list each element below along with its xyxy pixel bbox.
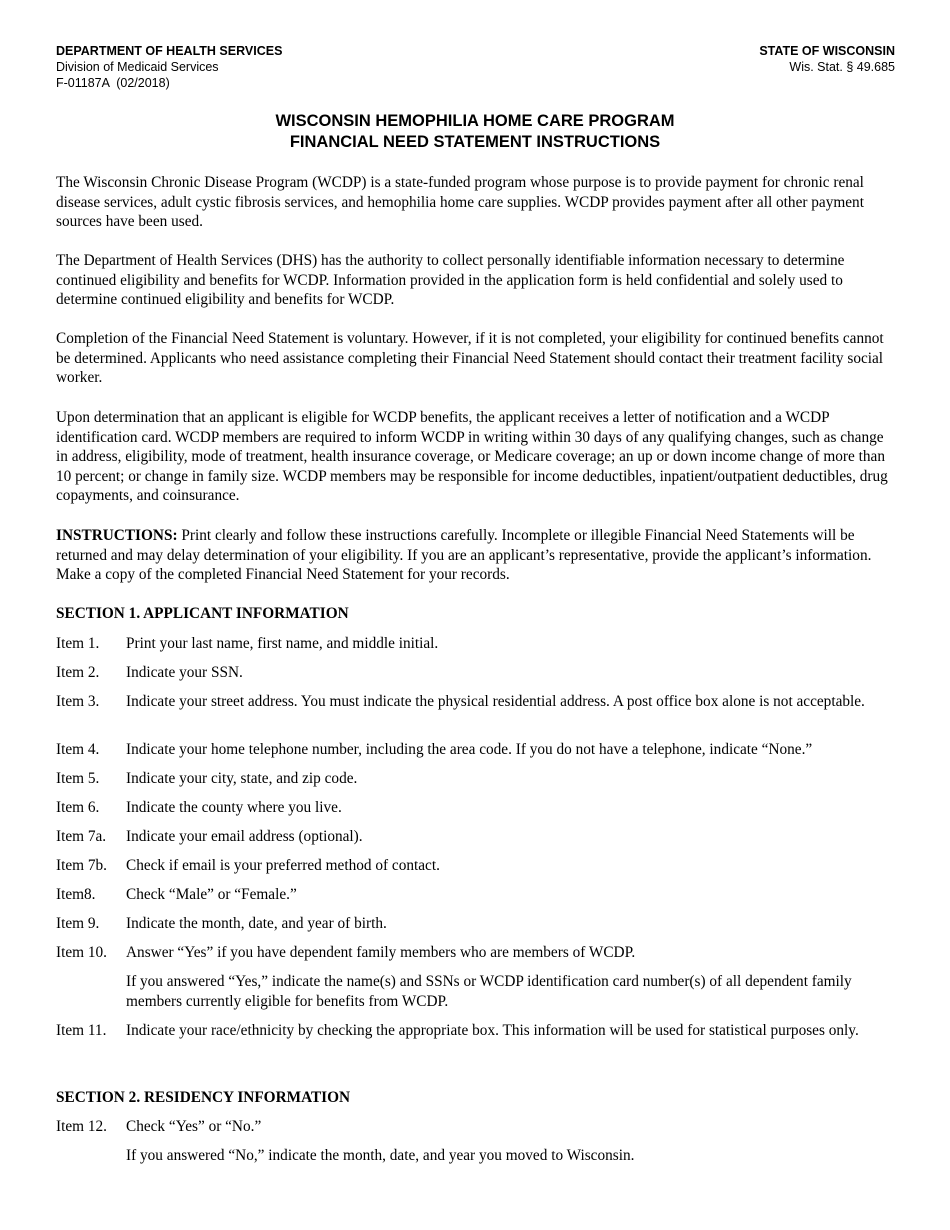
form-number: F-01187A (02/2018) <box>56 76 170 90</box>
item-subtext: If you answered “No,” indicate the month, date, and year you moved to Wisconsin. <box>126 1147 635 1164</box>
list-item <box>56 634 898 654</box>
item-text: Check “Male” or “Female.” <box>126 886 297 903</box>
item-text: Indicate your city, state, and zip code. <box>126 770 358 787</box>
item-text: Check if email is your preferred method of contact. <box>126 857 440 874</box>
list-item <box>56 769 898 789</box>
list-item <box>56 885 898 905</box>
paragraph-text: The Department of Health Services (DHS) has the authority to collect personally identifiable information necessary to determine continued eligibility and benefits for WCDP. Information provided in the application form is held confidential and solely used to determine continued eligibility and benefits for WCDP. <box>56 252 845 308</box>
item-text: Indicate the month, date, and year of birth. <box>126 915 387 932</box>
department-name: DEPARTMENT OF HEALTH SERVICES <box>56 44 283 58</box>
list-item <box>56 692 898 712</box>
item-text: Indicate your email address (optional). <box>126 828 363 845</box>
item-text: Indicate your home telephone number, including the area code. If you do not have a telephone, indicate “None.” <box>126 741 813 758</box>
instructions-body: Print clearly and follow these instructions carefully. Incomplete or illegible Financial Need Statements will be returned and may delay determination of your eligibility. If you are an applicant’s representative, provide the applicant’s information. Make a copy of the completed Financial Need Statement for your records. <box>56 527 872 583</box>
title-line-2: FINANCIAL NEED STATEMENT INSTRUCTIONS <box>289 133 661 151</box>
item-number: Item 10. <box>56 944 107 961</box>
section-2-heading: SECTION 2. RESIDENCY INFORMATION <box>56 1089 351 1106</box>
instructions-text <box>56 526 898 585</box>
list-item <box>56 856 898 876</box>
item-number: Item 5. <box>56 770 100 787</box>
document-title <box>0 111 950 153</box>
item-number: Item 7a. <box>56 828 107 845</box>
item-number: Item 9. <box>56 915 100 932</box>
item-text: Answer “Yes” if you have dependent family members who are members of WCDP. <box>126 944 636 961</box>
item-subtext: If you answered “Yes,” indicate the name(s) and SSNs or WCDP identification card number(s) of all dependent family members currently eligible for benefits from WCDP. <box>126 973 852 1010</box>
paragraph-program-purpose <box>56 173 898 232</box>
list-item <box>56 1021 898 1041</box>
list-item <box>56 740 898 760</box>
header-left <box>56 43 282 91</box>
item-number: Item 2. <box>56 664 100 681</box>
item-number: Item 11. <box>56 1022 107 1039</box>
list-item <box>56 914 898 934</box>
paragraph-dhs-authority <box>56 251 898 310</box>
list-item <box>56 798 898 818</box>
header-right <box>759 43 895 75</box>
paragraph-eligibility <box>56 408 898 506</box>
paragraph-text: Completion of the Financial Need Statement is voluntary. However, if it is not completed, your eligibility for continued benefits cannot be determined. Applicants who need assistance completing their Financial Need Statement should contact their treatment facility social worker. <box>56 330 884 386</box>
statute-reference: Wis. Stat. § 49.685 <box>789 60 895 74</box>
item-text: Print your last name, first name, and middle initial. <box>126 635 439 652</box>
instructions-label: INSTRUCTIONS: <box>56 527 178 544</box>
paragraph-instructions <box>56 526 898 585</box>
list-item <box>56 663 898 683</box>
item-text: Indicate your race/ethnicity by checking the appropriate box. This information will be used for statistical purposes only. <box>126 1022 859 1039</box>
paragraph-voluntary <box>56 329 898 388</box>
paragraph-text: Upon determination that an applicant is eligible for WCDP benefits, the applicant receives a letter of notification and a WCDP identification card. WCDP members are required to inform WCDP in writing within 30 days of any qualifying changes, such as change in address, eligibility, mode of treatment, health insurance coverage, or Medicare coverage; an up or down income change of more than 10 percent; or change in family size. WCDP members may be responsible for income deductibles, inpatient/outpatient deductibles, drug copayments, and coinsurance. <box>56 409 888 504</box>
item-number: Item 12. <box>56 1118 107 1135</box>
state-name: STATE OF WISCONSIN <box>759 44 895 58</box>
item-text: Check “Yes” or “No.” <box>126 1118 262 1135</box>
item-number: Item 6. <box>56 799 100 816</box>
section-1-heading: SECTION 1. APPLICANT INFORMATION <box>56 605 349 622</box>
item-text: Indicate your street address. You must indicate the physical residential address. A post office box alone is not acceptable. <box>126 693 865 710</box>
item-text: Indicate the county where you live. <box>126 799 342 816</box>
paragraph-text: The Wisconsin Chronic Disease Program (WCDP) is a state-funded program whose purpose is to provide payment for chronic renal disease services, adult cystic fibrosis services, and hemophilia home care supplies. WCDP provides payment after all other payment sources have been used. <box>56 174 864 230</box>
item-number: Item 7b. <box>56 857 107 874</box>
item-number: Item 1. <box>56 635 100 652</box>
item-number: Item 3. <box>56 693 100 710</box>
list-item <box>56 943 898 1011</box>
title-line-1: WISCONSIN HEMOPHILIA HOME CARE PROGRAM <box>275 112 675 130</box>
division-name: Division of Medicaid Services <box>56 60 219 74</box>
item-number: Item8. <box>56 886 96 903</box>
item-number: Item 4. <box>56 741 100 758</box>
list-item <box>56 1117 898 1166</box>
list-item <box>56 827 898 847</box>
item-text: Indicate your SSN. <box>126 664 243 681</box>
